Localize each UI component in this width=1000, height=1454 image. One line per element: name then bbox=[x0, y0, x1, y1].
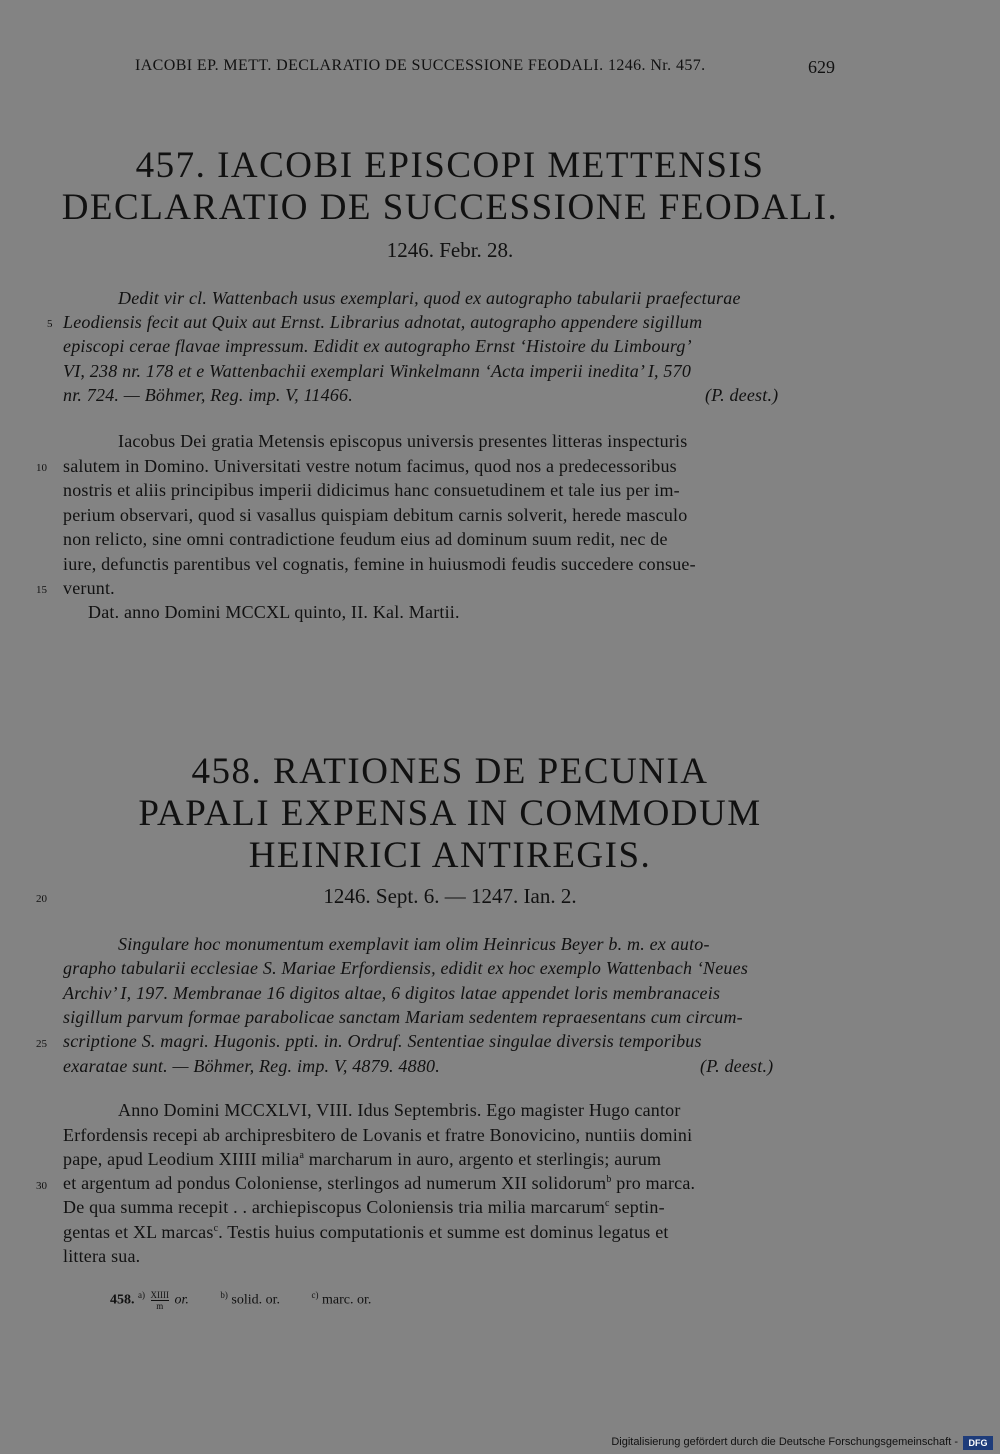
doc457-intro-line: episcopi cerae flavae impressum. Edidit ex autographo Ernst ‘Histoire du Limbourg’ bbox=[63, 336, 692, 356]
doc457-text-line: nostris et aliis principibus imperii didicimus hanc consuetudinem et tale ius per im- bbox=[63, 480, 680, 500]
doc458-intro-line: Archiv’ I, 197. Membranae 16 digitos altae, 6 digitos latae appendet loris membranaceis bbox=[63, 983, 721, 1003]
doc457-intro-line: nr. 724. — Böhmer, Reg. imp. V, 11466. bbox=[63, 385, 353, 405]
doc458-text-line: De qua summa recepit . . archiepiscopus Coloniensis tria milia marcarum$^c$ septin- bbox=[63, 1197, 665, 1217]
line-number: 25 bbox=[36, 1038, 47, 1050]
doc457-dating-line: Dat. anno Domini MCCXL quinto, II. Kal. Martii. bbox=[88, 602, 460, 622]
doc457-text-line: salutem in Domino. Universitati vestre notum facimus, quod nos a predecessoribus bbox=[63, 456, 677, 476]
digitization-credit: Digitalisierung gefördert durch die Deutsche Forschungsgemeinschaft - bbox=[611, 1436, 958, 1448]
doc458-text-line: pape, apud Leodium XIIII milia$^a$ marcharum in auro, argento et sterlingis; aurum bbox=[63, 1149, 662, 1169]
doc457-title-line2: DECLARATIO DE SUCCESSIONE FEODALI. bbox=[61, 187, 839, 228]
footnote-c-text: marc. or. bbox=[322, 1292, 372, 1308]
doc458-title-line3: HEINRICI ANTIREGIS. bbox=[248, 835, 652, 876]
doc458-intro-line: sigillum parvum formae parabolicae sanctam Mariam sedentem repraesentans cum circum- bbox=[63, 1007, 743, 1027]
line-number: 15 bbox=[36, 584, 47, 596]
footnote-label: 458. bbox=[110, 1292, 135, 1308]
doc458-intro-line: scriptione S. magri. Hugonis. ppti. in. Ordruf. Sententiae singulae diversis temporibus bbox=[63, 1031, 702, 1051]
line-number: 5 bbox=[47, 318, 53, 330]
doc458-intro-note: (P. deest.) bbox=[700, 1056, 774, 1076]
doc457-text-line: iure, defunctis parentibus vel cognatis, femine in huiusmodi feudis succedere consue- bbox=[63, 554, 696, 574]
footnote-b-text: solid. or. bbox=[231, 1292, 281, 1308]
doc457-text-line: Iacobus Dei gratia Metensis episcopus universis presentes litteras inspecturis bbox=[118, 431, 688, 451]
footnote-a-fraction: $\frac{\text{XIIII}}{m}$ bbox=[150, 1290, 169, 1311]
doc457-title-line1: 457. IACOBI EPISCOPI METTENSIS bbox=[135, 145, 765, 186]
line-number: 20 bbox=[36, 893, 47, 905]
page-number: 629 bbox=[808, 57, 835, 77]
doc457-text-line: perium observari, quod si vasallus quispiam debitum carnis solverit, herede masculo bbox=[63, 505, 688, 525]
doc458-text-line: Anno Domini MCCXLVI, VIII. Idus Septembris. Ego magister Hugo cantor bbox=[118, 1100, 681, 1120]
footnote-mark-b: b bbox=[606, 1174, 612, 1185]
doc457-text-line: non relicto, sine omni contradictione feudum eius ad dominum suum redit, nec de bbox=[63, 529, 668, 549]
dfg-logo-icon: DFG bbox=[963, 1436, 993, 1450]
line-number: 10 bbox=[36, 462, 47, 474]
doc457-date: 1246. Febr. 28. bbox=[386, 238, 514, 262]
doc458-text-line: Erfordensis recepi ab archipresbitero de Lovanis et fratre Bonovicino, nuntiis domini bbox=[63, 1125, 693, 1145]
doc458-intro-line: exaratae sunt. — Böhmer, Reg. imp. V, 4879. 4880. bbox=[63, 1056, 440, 1076]
doc458-text-line: littera sua. bbox=[63, 1246, 141, 1266]
footnote-c-mark: c) bbox=[311, 1290, 319, 1301]
footnote-mark-c: c bbox=[605, 1198, 610, 1209]
doc458-intro-line: grapho tabularii ecclesiae S. Mariae Erfordiensis, edidit ex hoc exemplo Wattenbach ‘Neues bbox=[63, 958, 749, 978]
line-number: 30 bbox=[36, 1180, 47, 1192]
footnote-mark-a: a bbox=[299, 1150, 305, 1161]
doc458-title-line1: 458. RATIONES DE PECUNIA bbox=[191, 751, 709, 792]
doc457-text-line: verunt. bbox=[63, 578, 115, 598]
doc457-intro-line: Leodiensis fecit aut Quix aut Ernst. Librarius adnotat, autographo appendere sigillum bbox=[63, 312, 703, 332]
running-header: IACOBI EP. METT. DECLARATIO DE SUCCESSIONE FEODALI. 1246. Nr. 457. bbox=[135, 57, 706, 74]
doc458-title-line2: PAPALI EXPENSA IN COMMODUM bbox=[138, 793, 762, 834]
footnote-b-mark: b) bbox=[220, 1290, 228, 1301]
footnotes: 458. $^{a)}$ $\frac{\text{XIIII}}{m}$ or. $^{b)}$ solid. or. $^{c)}$ marc. or. bbox=[110, 1290, 372, 1311]
doc458-date: 1246. Sept. 6. — 1247. Ian. 2. bbox=[323, 884, 577, 908]
doc457-intro-note: (P. deest.) bbox=[705, 385, 779, 405]
doc458-text-line: et argentum ad pondus Coloniense, sterlingos ad numerum XII solidorum$^b$ pro marca. bbox=[63, 1173, 696, 1193]
footnote-a-mark: a) bbox=[138, 1290, 145, 1301]
doc457-intro-line: Dedit vir cl. Wattenbach usus exemplari, quod ex autographo tabularii praefecturae bbox=[118, 288, 741, 308]
footnote-mark-c2: c bbox=[213, 1223, 219, 1234]
doc458-intro-line: Singulare hoc monumentum exemplavit iam olim Heinricus Beyer b. m. ex auto- bbox=[118, 934, 710, 954]
doc458-text-line: gentas et XL marcas$^c$. Testis huius computationis et summe est dominus legatus et bbox=[63, 1222, 669, 1242]
doc457-intro-line: VI, 238 nr. 178 et e Wattenbachii exemplari Winkelmann ‘Acta imperii inedita’ I, 570 bbox=[63, 361, 692, 381]
